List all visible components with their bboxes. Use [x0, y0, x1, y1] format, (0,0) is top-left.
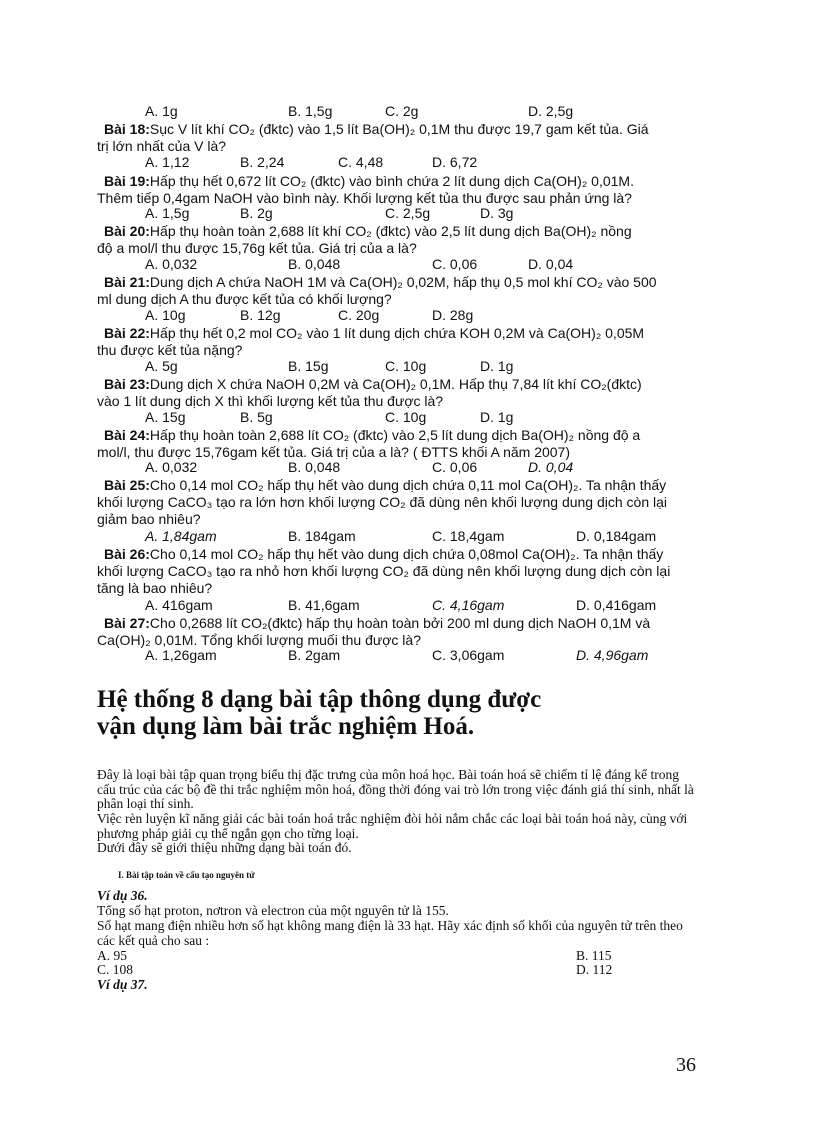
- exercise-label: Bài 22:: [104, 325, 150, 341]
- exercise-question-line: [104, 122, 649, 137]
- exercise-question-line: [97, 394, 443, 409]
- exercise-question-line: [104, 478, 666, 493]
- exercise-question-line: [104, 377, 642, 392]
- exercise-label: Bài 25:: [104, 477, 150, 493]
- exercise-option: A. 15g: [145, 409, 186, 425]
- exercise-option: D. 0,04: [528, 256, 574, 272]
- exercise-option: B. 2g: [240, 205, 273, 221]
- intro-paragraph-2: Việc rèn luyện kĩ năng giải các bài toán hoá trắc nghiệm đòi hỏi nắm chắc các loại bài toán hoá này, cùng với phương pháp giải cụ thể ngắn gọn cho từng loại.: [97, 811, 688, 841]
- exercise-label: Bài 18:: [104, 121, 150, 137]
- exercise-label: Bài 24:: [104, 427, 150, 443]
- exercise-text: Cho 0,2688 lít CO₂(đktc) hấp thụ hoàn toàn bởi 200 ml dung dịch NaOH 0,1M và: [149, 615, 651, 631]
- exercise-label: Bài 19:: [104, 173, 150, 189]
- intro-paragraph-3: Dưới đây sẽ giới thiệu những dạng bài toán đó.: [97, 840, 352, 855]
- exercise-option: B. 1,5g: [288, 103, 333, 119]
- exercise-option: D. 0,416gam: [576, 597, 657, 613]
- exercise-option: B. 12g: [240, 307, 281, 323]
- heading-line-1: Hệ thống 8 dạng bài tập thông dụng được: [97, 686, 542, 713]
- exercise-text: độ a mol/l thu được 15,76g kết tủa. Giá trị của a là?: [97, 240, 417, 256]
- exercise-question-line: [104, 616, 650, 631]
- exercise-option: B. 15g: [288, 358, 329, 374]
- exercise-option: B. 184gam: [288, 528, 356, 544]
- exercise-question-line: [97, 139, 226, 154]
- exercise-option: A. 0,032: [145, 459, 198, 475]
- exercise-text: Thêm tiếp 0,4gam NaOH vào bình này. Khối lượng kết tủa thu được sau phản ứng là?: [97, 190, 632, 206]
- exercise-option: A. 416gam: [145, 597, 213, 613]
- example-37-label: Ví dụ 37.: [97, 977, 148, 992]
- exercise-option: A. 5g: [145, 358, 178, 374]
- exercise-option: C. 3,06gam: [432, 647, 505, 663]
- exercise-text: Ca(OH)₂ 0,01M. Tổng khối lượng muối thu được là?: [97, 632, 421, 648]
- exercise-option: B. 0,048: [288, 459, 341, 475]
- exercise-question-line: [97, 241, 417, 256]
- exercise-label: Bài 21:: [104, 274, 150, 290]
- exercise-label: Bài 26:: [104, 546, 150, 562]
- exercise-question-line: [104, 326, 644, 341]
- exercise-option: C. 10g: [385, 409, 427, 425]
- exercise-question-line: [104, 428, 640, 443]
- exercise-question-line: [104, 275, 657, 290]
- intro-paragraph-1: Đây là loại bài tập quan trọng biểu thị đặc trưng của môn hoá học. Bài toán hoá sẽ chiếm tỉ lệ đáng kể trong cấu trúc của các bộ đề thi trắc nghiệm môn hoá, đồng thời đóng vai trò lớn trong việc đánh giá thí sinh, nhất là phân loại thí sinh.: [97, 767, 694, 811]
- exercise-question-line: [97, 633, 421, 648]
- exercise-question-line: [97, 581, 212, 596]
- example-36-option-a: A. 95: [97, 948, 127, 963]
- exercise-option: D. 4,96gam: [576, 647, 649, 663]
- exercise-option: C. 10g: [385, 358, 427, 374]
- exercise-text: khối lượng CaCO₃ tạo ra nhỏ hơn khối lượng CO₂ đã dùng nên khối lượng dung dịch còn lại: [97, 563, 671, 579]
- exercise-text: vào 1 lít dung dịch X thì khối lượng kết tủa thu được là?: [97, 393, 444, 409]
- exercise-option: A. 1,84gam: [145, 528, 217, 544]
- exercise-option: D. 28g: [432, 307, 474, 323]
- exercise-option: D. 0,184gam: [576, 528, 657, 544]
- exercise-option: D. 0,04: [528, 459, 574, 475]
- exercise-question-line: [97, 445, 570, 460]
- exercise-option: C. 2g: [385, 103, 419, 119]
- exercise-text: Hấp thụ hết 0,672 lít CO₂ (đktc) vào bình chứa 2 lít dung dịch Ca(OH)₂ 0,01M.: [149, 173, 634, 189]
- exercise-text: tăng là bao nhiêu?: [97, 580, 213, 596]
- exercise-question-line: [97, 512, 201, 527]
- exercise-text: thu được kết tủa nặng?: [97, 342, 243, 358]
- example-36-line-1: Tổng số hạt proton, nơtron và electron của một nguyên tử là 155.: [97, 903, 449, 918]
- exercise-option: D. 3g: [480, 205, 514, 221]
- exercise-text: Cho 0,14 mol CO₂ hấp thụ hết vào dung dịch chứa 0,08mol Ca(OH)₂. Ta nhận thấy: [149, 546, 664, 562]
- exercise-text: khối lượng CaCO₃ tạo ra lớn hơn khối lượng CO₂ đã dùng nên khối lượng dung dịch còn lại: [97, 494, 668, 510]
- exercise-option: B. 2,24: [240, 154, 285, 170]
- exercise-text: Dung dịch X chứa NaOH 0,2M và Ca(OH)₂ 0,1M. Hấp thụ 7,84 lít khí CO₂(đktc): [149, 376, 642, 392]
- exercise-option: A. 1,26gam: [145, 647, 217, 663]
- exercise-question-line: [97, 495, 667, 510]
- exercise-option: D. 1g: [480, 358, 514, 374]
- exercise-option: D. 6,72: [432, 154, 478, 170]
- exercise-text: Hấp thụ hoàn toàn 2,688 lít khí CO₂ (đktc) vào 2,5 lít dung dịch Ba(OH)₂ nồng: [149, 223, 632, 239]
- heading-line-2: vận dụng làm bài trắc nghiệm Hoá.: [97, 713, 475, 740]
- subsection-title: I. Bài tập toán về cấu tạo nguyên tử: [118, 870, 255, 880]
- exercise-label: Bài 27:: [104, 615, 150, 631]
- example-36-option-c: C. 108: [97, 962, 134, 977]
- example-36-option-d: D. 112: [576, 962, 613, 977]
- exercise-text: Cho 0,14 mol CO₂ hấp thụ hết vào dung dịch chứa 0,11 mol Ca(OH)₂. Ta nhận thấy: [149, 477, 667, 493]
- exercise-question-line: [97, 191, 632, 206]
- exercise-option: C. 0,06: [432, 459, 478, 475]
- exercise-text: Dung dịch A chứa NaOH 1M và Ca(OH)₂ 0,02M, hấp thụ 0,5 mol khí CO₂ vào 500: [149, 274, 657, 290]
- page-number: 36: [676, 1054, 696, 1076]
- exercise-option: B. 5g: [240, 409, 273, 425]
- exercise-option: B. 41,6gam: [288, 597, 360, 613]
- exercise-question-line: [97, 564, 670, 579]
- exercise-label: Bài 20:: [104, 223, 150, 239]
- exercise-option: D. 1g: [480, 409, 514, 425]
- exercise-text: Hấp thụ hết 0,2 mol CO₂ vào 1 lít dung dịch chứa KOH 0,2M và Ca(OH)₂ 0,05M: [149, 325, 645, 341]
- exercise-question-line: [104, 174, 634, 189]
- exercise-option: A. 1g: [145, 103, 178, 119]
- exercise-option: B. 2gam: [288, 647, 341, 663]
- exercise-option: A. 0,032: [145, 256, 198, 272]
- exercise-option: C. 20g: [338, 307, 380, 323]
- exercise-text: Hấp thụ hoàn toàn 2,688 lít CO₂ (đktc) vào 2,5 lít dung dịch Ba(OH)₂ nồng độ a: [149, 427, 641, 443]
- exercise-option: C. 2,5g: [385, 205, 431, 221]
- exercise-option: C. 4,16gam: [432, 597, 505, 613]
- exercise-option: A. 1,12: [145, 154, 190, 170]
- section-heading: [97, 686, 541, 740]
- exercise-question-line: [97, 343, 242, 358]
- exercise-label: Bài 23:: [104, 376, 150, 392]
- exercise-option: C. 18,4gam: [432, 528, 505, 544]
- example-36-label: Ví dụ 36.: [97, 888, 148, 903]
- exercise-option: A. 1,5g: [145, 205, 190, 221]
- exercise-question-line: [104, 547, 663, 562]
- exercise-option: A. 10g: [145, 307, 186, 323]
- example-36-line-2: Số hạt mang điện nhiều hơn số hạt không mang điện là 33 hạt. Hãy xác định số khối của nguyên tử trên theo các kết quả cho sau :: [97, 918, 683, 948]
- exercise-option: C. 4,48: [338, 154, 384, 170]
- exercise-option: D. 2,5g: [528, 103, 574, 119]
- exercise-option: B. 0,048: [288, 256, 341, 272]
- example-36-option-b: B. 115: [576, 948, 612, 963]
- exercise-text: giảm bao nhiêu?: [97, 511, 201, 527]
- exercise-question-line: [104, 224, 632, 239]
- exercise-text: Sục V lít khí CO₂ (đktc) vào 1,5 lít Ba(OH)₂ 0,1M thu được 19,7 gam kết tủa. Giá: [149, 121, 649, 137]
- exercise-option: C. 0,06: [432, 256, 478, 272]
- exercise-text: trị lớn nhất của V là?: [97, 138, 227, 154]
- exercise-text: ml dung dịch A thu được kết tủa có khối lượng?: [97, 291, 392, 307]
- exercise-text: mol/l, thu được 15,76gam kết tủa. Giá trị của a là? ( ĐTTS khối A năm 2007): [97, 444, 570, 460]
- exercise-question-line: [97, 292, 392, 307]
